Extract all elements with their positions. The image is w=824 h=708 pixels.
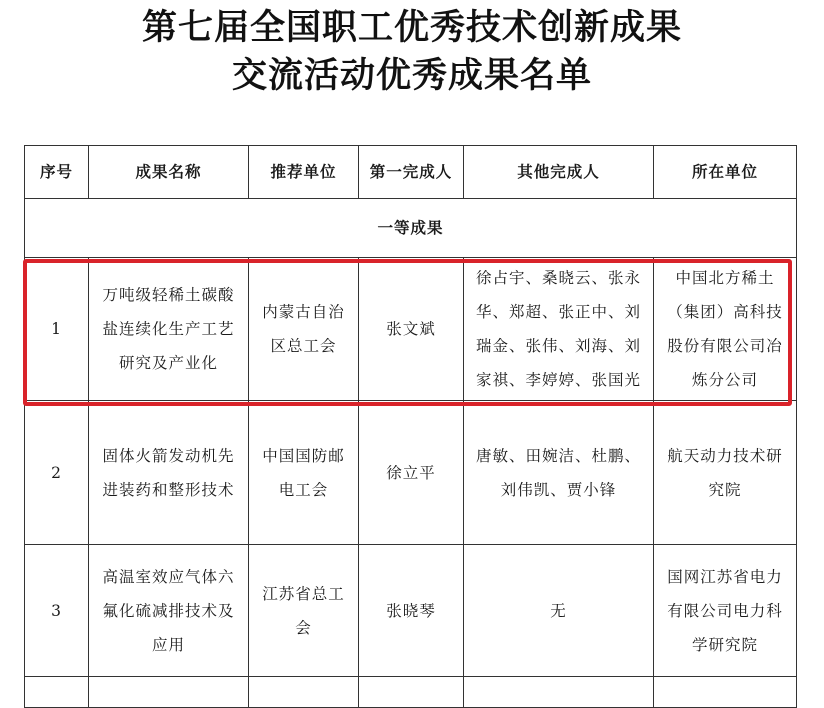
document-title-line-2: 交流活动优秀成果名单 (231, 56, 592, 96)
header-result-name: 成果名称 (89, 146, 249, 199)
table-row (25, 545, 797, 677)
cell-serial-no: 2 (25, 401, 89, 545)
table-row (25, 258, 797, 401)
cell-other-authors: 无 (464, 545, 654, 677)
header-other-authors: 其他完成人 (464, 146, 654, 199)
document-title-line-1: 第七届全国职工优秀技术创新成果 (141, 8, 682, 48)
category-label: 一等成果 (25, 199, 797, 258)
table-header-row (25, 146, 797, 199)
table-row (25, 401, 797, 545)
cell-serial-no: 3 (25, 545, 89, 677)
cell-other-authors: 唐敏、田婉洁、杜鹏、刘伟凯、贾小锋 (464, 401, 654, 545)
cell-unit: 航天动力技术研究院 (654, 401, 797, 545)
category-row (25, 199, 797, 258)
cell-empty (464, 677, 654, 708)
cell-first-author: 张晓琴 (359, 545, 464, 677)
cell-first-author: 张文斌 (359, 258, 464, 401)
header-first-author: 第一完成人 (359, 146, 464, 199)
header-unit: 所在单位 (654, 146, 797, 199)
cell-empty (25, 677, 89, 708)
cell-unit: 中国北方稀土（集团）高科技股份有限公司冶炼分公司 (654, 258, 797, 401)
header-serial-no: 序号 (25, 146, 89, 199)
header-recommender: 推荐单位 (249, 146, 359, 199)
cell-empty (654, 677, 797, 708)
cell-empty (89, 677, 249, 708)
cell-result-name: 高温室效应气体六氟化硫减排技术及应用 (89, 545, 249, 677)
cell-empty (359, 677, 464, 708)
cell-result-name: 固体火箭发动机先进装药和整形技术 (89, 401, 249, 545)
cell-recommender: 江苏省总工会 (249, 545, 359, 677)
table-row-partial (25, 677, 797, 708)
cell-recommender: 内蒙古自治区总工会 (249, 258, 359, 401)
cell-unit: 国网江苏省电力有限公司电力科学研究院 (654, 545, 797, 677)
cell-first-author: 徐立平 (359, 401, 464, 545)
cell-recommender: 中国国防邮电工会 (249, 401, 359, 545)
cell-result-name: 万吨级轻稀土碳酸盐连续化生产工艺研究及产业化 (89, 258, 249, 401)
cell-other-authors: 徐占宇、桑晓云、张永华、郑超、张正中、刘瑞金、张伟、刘海、刘家祺、李婷婷、张国光 (464, 258, 654, 401)
cell-serial-no: 1 (25, 258, 89, 401)
cell-empty (249, 677, 359, 708)
results-table (24, 145, 797, 708)
